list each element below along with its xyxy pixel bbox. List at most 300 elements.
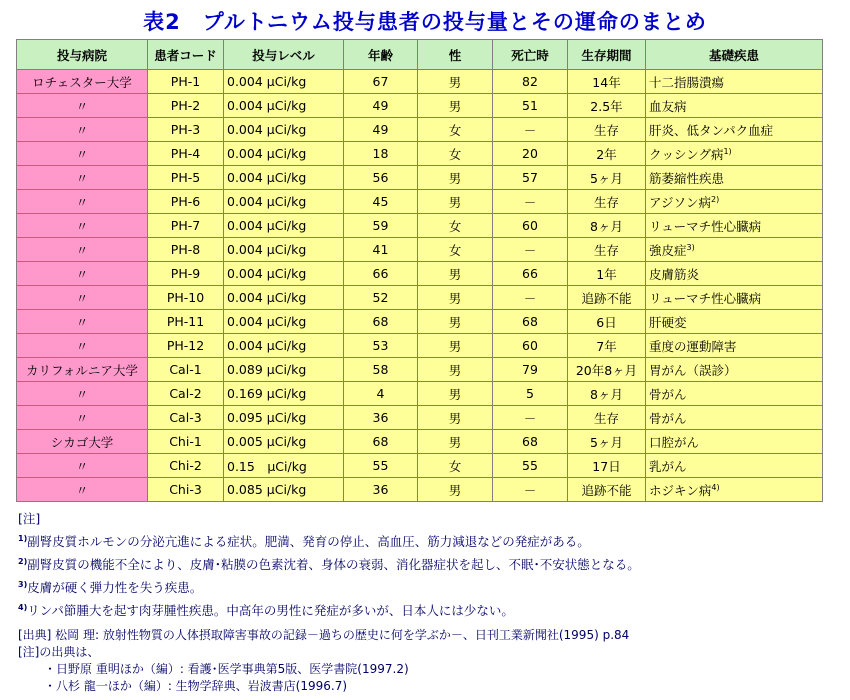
cell-survival	[568, 262, 646, 286]
cell-disease-text: 強皮症	[649, 242, 687, 258]
cell-level-text: 0.169 μCi/kg	[227, 386, 307, 401]
table-row	[17, 382, 823, 406]
cell-code-text: Chi-1	[169, 434, 202, 449]
cell-level	[224, 286, 344, 310]
note-text: 皮膚が硬く弾力性を失う疾患。	[27, 580, 203, 596]
table-row	[17, 118, 823, 142]
source-ref: ・日野原 重明ほか（編）: 看護･医学事典第5版、医学書院(1997.2)	[44, 662, 409, 676]
table-row	[17, 430, 823, 454]
table-row	[17, 310, 823, 334]
cell-level	[224, 190, 344, 214]
cell-death	[493, 166, 568, 190]
cell-disease-text: アジソン病	[649, 194, 712, 210]
cell-survival-text: 8ヶ月	[590, 386, 623, 402]
cell-code	[148, 70, 224, 94]
cell-disease	[646, 118, 823, 142]
cell-sex-text: 男	[448, 98, 462, 114]
cell-survival-text: 8ヶ月	[590, 218, 623, 234]
cell-death	[493, 214, 568, 238]
cell-death	[493, 406, 568, 430]
cell-death-text: 5	[526, 386, 534, 401]
cell-survival-text: 14年	[592, 74, 621, 90]
cell-survival-text: 1年	[596, 266, 617, 282]
cell-level-text: 0.004 μCi/kg	[227, 194, 307, 209]
cell-age-text: 55	[372, 458, 389, 473]
cell-disease-text: 乳がん	[649, 458, 687, 474]
cell-hospital	[17, 406, 148, 430]
cell-hospital	[17, 430, 148, 454]
cell-hospital	[17, 478, 148, 502]
cell-code-text: PH-4	[170, 146, 201, 161]
cell-level-text: 0.085 μCi/kg	[227, 482, 307, 497]
cell-death	[493, 70, 568, 94]
cell-disease	[646, 334, 823, 358]
cell-age-text: 49	[372, 122, 389, 137]
cell-age-text: 56	[372, 170, 389, 185]
cell-age-text: 67	[372, 74, 389, 89]
cell-level-text: 0.004 μCi/kg	[227, 314, 307, 329]
header-death: 死亡時	[493, 40, 568, 70]
cell-level	[224, 70, 344, 94]
cell-disease	[646, 310, 823, 334]
cell-hospital-text: 〃	[75, 242, 89, 258]
table-row	[17, 94, 823, 118]
cell-sex	[418, 262, 493, 286]
cell-death-text: 55	[522, 458, 538, 473]
cell-sex-text: 男	[448, 74, 462, 90]
note-text: 副腎皮質の機能不全により、皮膚･粘膜の色素沈着、身体の衰弱、消化器症状を起し、不眠･不安状態となる。	[27, 557, 640, 573]
cell-disease	[646, 190, 823, 214]
cell-sex	[418, 190, 493, 214]
cell-sex-text: 男	[448, 386, 462, 402]
cell-age	[344, 118, 418, 142]
cell-disease	[646, 238, 823, 262]
cell-survival	[568, 238, 646, 262]
cell-hospital-text: 〃	[75, 482, 89, 498]
cell-code	[148, 406, 224, 430]
cell-survival-text: 20年8ヶ月	[575, 362, 638, 378]
cell-hospital-text: 〃	[75, 410, 89, 426]
cell-level-text: 0.095 μCi/kg	[227, 410, 307, 425]
cell-sex-text: 男	[448, 482, 462, 498]
cell-age-text: 68	[372, 314, 389, 329]
cell-code	[148, 382, 224, 406]
cell-hospital	[17, 334, 148, 358]
cell-survival-text: 生存	[593, 194, 619, 210]
cell-disease	[646, 478, 823, 502]
cell-hospital-text: シカゴ大学	[50, 434, 114, 450]
cell-death-text: 66	[522, 266, 538, 281]
cell-hospital-text: 〃	[75, 338, 89, 354]
cell-survival-text: 17日	[592, 458, 621, 474]
table-row	[17, 286, 823, 310]
cell-hospital	[17, 94, 148, 118]
cell-hospital-text: 〃	[75, 386, 89, 402]
cell-survival-text: 6日	[596, 314, 617, 330]
cell-code-text: Chi-2	[169, 458, 202, 473]
cell-age-text: 52	[372, 290, 389, 305]
cell-survival-text: 追跡不能	[581, 482, 632, 498]
cell-death-text: －	[523, 410, 537, 426]
cell-survival	[568, 142, 646, 166]
cell-code	[148, 214, 224, 238]
cell-death	[493, 334, 568, 358]
table-row	[17, 406, 823, 430]
cell-disease-text: リューマチ性心臓病	[649, 218, 762, 234]
cell-hospital	[17, 70, 148, 94]
cell-survival-text: 5ヶ月	[590, 170, 623, 186]
cell-survival-text: 生存	[593, 410, 619, 426]
cell-hospital-text: 〃	[75, 290, 89, 306]
cell-age	[344, 70, 418, 94]
cell-age	[344, 382, 418, 406]
cell-survival-text: 2.5年	[590, 98, 623, 114]
cell-sex-text: 女	[448, 218, 462, 234]
note-item	[18, 529, 640, 552]
cell-disease-text: 筋萎縮性疾患	[649, 170, 725, 186]
cell-level	[224, 142, 344, 166]
cell-death	[493, 94, 568, 118]
cell-level-text: 0.004 μCi/kg	[227, 218, 307, 233]
header-hospital: 投与病院	[17, 40, 148, 70]
cell-age	[344, 478, 418, 502]
header-disease: 基礎疾患	[646, 40, 823, 70]
cell-hospital	[17, 238, 148, 262]
cell-level-text: 0.15 μCi/kg	[227, 458, 307, 474]
table-row	[17, 334, 823, 358]
cell-death-text: －	[523, 290, 537, 306]
cell-hospital	[17, 214, 148, 238]
cell-death	[493, 310, 568, 334]
cell-code-text: Cal-1	[169, 362, 202, 377]
cell-sex	[418, 358, 493, 382]
cell-age-text: 59	[372, 218, 389, 233]
cell-disease	[646, 454, 823, 478]
cell-death-text: 60	[522, 218, 538, 233]
cell-age	[344, 406, 418, 430]
cell-sex	[418, 382, 493, 406]
cell-disease	[646, 382, 823, 406]
cell-code-text: PH-6	[170, 194, 201, 209]
cell-survival-text: 7年	[596, 338, 617, 354]
cell-age	[344, 142, 418, 166]
cell-sex	[418, 334, 493, 358]
cell-death	[493, 190, 568, 214]
cell-code	[148, 94, 224, 118]
cell-age-text: 45	[372, 194, 389, 209]
cell-code	[148, 334, 224, 358]
cell-disease-text: 骨がん	[649, 386, 687, 402]
cell-death-text: －	[523, 194, 537, 210]
cell-survival	[568, 166, 646, 190]
cell-disease	[646, 430, 823, 454]
cell-level	[224, 454, 344, 478]
cell-hospital	[17, 118, 148, 142]
cell-age	[344, 190, 418, 214]
cell-level	[224, 334, 344, 358]
cell-level-text: 0.004 μCi/kg	[227, 242, 307, 257]
cell-survival-text: 生存	[593, 242, 619, 258]
cell-survival	[568, 334, 646, 358]
cell-hospital-text: 〃	[75, 98, 89, 114]
cell-code-text: Cal-3	[169, 410, 202, 425]
footnote-mark: 1)	[723, 146, 732, 156]
cell-disease	[646, 94, 823, 118]
cell-sex-text: 男	[448, 410, 462, 426]
cell-sex	[418, 478, 493, 502]
page-title: 表2 プルトニウム投与患者の投与量とその運命のまとめ	[143, 10, 707, 34]
table-row	[17, 214, 823, 238]
cell-age	[344, 358, 418, 382]
cell-age	[344, 214, 418, 238]
cell-level	[224, 166, 344, 190]
cell-age	[344, 286, 418, 310]
cell-disease	[646, 70, 823, 94]
cell-code	[148, 286, 224, 310]
patient-table	[16, 39, 823, 502]
cell-hospital-text: ロチェスター大学	[32, 74, 132, 90]
cell-disease-text: 血友病	[649, 98, 687, 114]
note-mark: 2)	[18, 557, 28, 567]
cell-death	[493, 262, 568, 286]
notes-heading: [注]	[18, 511, 41, 526]
cell-survival-text: 5ヶ月	[590, 434, 623, 450]
cell-disease-text: 皮膚筋炎	[649, 266, 700, 282]
cell-survival-text: 追跡不能	[581, 290, 632, 306]
cell-sex	[418, 286, 493, 310]
cell-disease-text: 肝硬変	[649, 314, 687, 330]
cell-hospital-text: 〃	[75, 194, 89, 210]
cell-code	[148, 142, 224, 166]
cell-disease-text: 胃がん（誤診）	[649, 362, 737, 378]
cell-level-text: 0.004 μCi/kg	[227, 170, 307, 185]
header-survival: 生存期間	[568, 40, 646, 70]
cell-code	[148, 262, 224, 286]
cell-death	[493, 142, 568, 166]
cell-disease	[646, 406, 823, 430]
cell-age	[344, 238, 418, 262]
cell-sex	[418, 238, 493, 262]
cell-code	[148, 166, 224, 190]
cell-hospital-text: 〃	[75, 458, 89, 474]
cell-age-text: 49	[372, 98, 389, 113]
cell-survival	[568, 430, 646, 454]
cell-sex-text: 男	[448, 314, 462, 330]
cell-hospital-text: 〃	[75, 146, 89, 162]
cell-age-text: 36	[372, 482, 389, 497]
header-level: 投与レベル	[224, 40, 344, 70]
cell-sex-text: 男	[448, 338, 462, 354]
cell-age-text: 53	[372, 338, 389, 353]
cell-code-text: PH-8	[170, 242, 201, 257]
cell-survival-text: 生存	[593, 122, 619, 138]
cell-level-text: 0.005 μCi/kg	[227, 434, 307, 449]
cell-disease	[646, 214, 823, 238]
cell-death	[493, 382, 568, 406]
note-mark: 3)	[18, 580, 28, 590]
cell-code-text: PH-5	[170, 170, 201, 185]
table-row	[17, 166, 823, 190]
cell-hospital-text: 〃	[75, 122, 89, 138]
cell-code	[148, 238, 224, 262]
cell-code	[148, 430, 224, 454]
cell-age-text: 41	[372, 242, 389, 257]
source-main: [出典] 松岡 理: 放射性物質の人体摂取障害事故の記録－過ちの歴史に何を学ぶか－、日刊工業新聞社(1995) p.84	[18, 628, 630, 642]
cell-sex-text: 女	[448, 242, 462, 258]
cell-survival-text: 2年	[596, 146, 617, 162]
cell-sex	[418, 142, 493, 166]
footnote-mark: 4)	[711, 482, 720, 492]
footnote-mark: 3)	[686, 242, 695, 252]
cell-sex	[418, 214, 493, 238]
cell-level	[224, 262, 344, 286]
cell-sex-text: 女	[448, 146, 462, 162]
cell-hospital	[17, 310, 148, 334]
cell-hospital	[17, 454, 148, 478]
cell-hospital	[17, 166, 148, 190]
cell-disease	[646, 358, 823, 382]
cell-sex	[418, 118, 493, 142]
cell-code-text: PH-9	[170, 266, 201, 281]
cell-age-text: 36	[372, 410, 389, 425]
cell-level	[224, 214, 344, 238]
cell-age-text: 4	[376, 386, 385, 401]
cell-death	[493, 286, 568, 310]
cell-death-text: 60	[522, 338, 538, 353]
cell-level	[224, 406, 344, 430]
cell-death-text: 68	[522, 434, 538, 449]
cell-survival	[568, 190, 646, 214]
cell-code-text: PH-12	[166, 338, 205, 353]
cell-disease	[646, 166, 823, 190]
cell-level	[224, 430, 344, 454]
cell-death	[493, 238, 568, 262]
cell-code-text: PH-11	[166, 314, 205, 329]
table-row	[17, 454, 823, 478]
cell-age-text: 58	[372, 362, 389, 377]
cell-level-text: 0.004 μCi/kg	[227, 122, 307, 137]
cell-code-text: PH-3	[170, 122, 201, 137]
cell-survival	[568, 382, 646, 406]
cell-sex	[418, 430, 493, 454]
cell-age	[344, 334, 418, 358]
table-row	[17, 190, 823, 214]
notes-section	[18, 509, 640, 622]
cell-sex-text: 男	[448, 170, 462, 186]
cell-death	[493, 430, 568, 454]
sources-section	[18, 627, 629, 695]
cell-code	[148, 454, 224, 478]
table-row	[17, 358, 823, 382]
cell-sex	[418, 406, 493, 430]
note-item	[18, 598, 640, 621]
cell-death	[493, 118, 568, 142]
cell-age	[344, 454, 418, 478]
header-code: 患者コード	[148, 40, 224, 70]
cell-sex-text: 男	[448, 194, 462, 210]
cell-level	[224, 358, 344, 382]
cell-code-text: PH-10	[166, 290, 205, 305]
cell-hospital	[17, 190, 148, 214]
cell-age-text: 18	[372, 146, 389, 161]
cell-code-text: Chi-3	[169, 482, 202, 497]
cell-sex	[418, 454, 493, 478]
cell-disease	[646, 262, 823, 286]
cell-hospital-text: 〃	[75, 314, 89, 330]
cell-sex-text: 男	[448, 266, 462, 282]
table-row	[17, 478, 823, 502]
cell-code	[148, 310, 224, 334]
footnote-mark: 2)	[711, 194, 720, 204]
cell-disease-text: 口腔がん	[649, 434, 700, 450]
cell-death-text: －	[523, 482, 537, 498]
cell-level-text: 0.004 μCi/kg	[227, 74, 307, 89]
cell-code-text: PH-7	[170, 218, 201, 233]
cell-sex	[418, 94, 493, 118]
cell-level	[224, 478, 344, 502]
cell-death-text: 79	[522, 362, 538, 377]
cell-survival	[568, 478, 646, 502]
table-row	[17, 142, 823, 166]
cell-death-text: －	[523, 242, 537, 258]
cell-sex-text: 女	[448, 458, 462, 474]
cell-level-text: 0.004 μCi/kg	[227, 338, 307, 353]
cell-hospital	[17, 142, 148, 166]
cell-level-text: 0.004 μCi/kg	[227, 98, 307, 113]
cell-disease-text: クッシング病	[649, 146, 724, 162]
cell-level-text: 0.004 μCi/kg	[227, 146, 307, 161]
cell-death-text: 20	[522, 146, 538, 161]
cell-level	[224, 382, 344, 406]
cell-level-text: 0.089 μCi/kg	[227, 362, 307, 377]
note-item	[18, 552, 640, 575]
cell-survival	[568, 454, 646, 478]
cell-sex	[418, 70, 493, 94]
note-mark: 1)	[18, 534, 28, 543]
cell-disease	[646, 142, 823, 166]
note-mark: 4)	[18, 603, 28, 613]
note-text: リンパ節腫大を起す肉芽腫性疾患。中高年の男性に発症が多いが、日本人には少ない。	[27, 603, 514, 619]
cell-death-text: 51	[522, 98, 538, 113]
cell-disease	[646, 286, 823, 310]
cell-hospital	[17, 382, 148, 406]
cell-hospital	[17, 262, 148, 286]
cell-level	[224, 238, 344, 262]
cell-disease-text: 重度の運動障害	[649, 338, 737, 354]
cell-age	[344, 430, 418, 454]
cell-survival	[568, 118, 646, 142]
cell-survival	[568, 70, 646, 94]
cell-disease-text: ホジキン病	[649, 482, 712, 498]
cell-death-text: 57	[522, 170, 538, 185]
table-row	[17, 238, 823, 262]
cell-age-text: 66	[372, 266, 389, 281]
cell-death-text: 68	[522, 314, 538, 329]
cell-level	[224, 94, 344, 118]
cell-code-text: PH-2	[170, 98, 201, 113]
cell-hospital-text: 〃	[75, 170, 89, 186]
cell-code-text: PH-1	[170, 74, 201, 89]
cell-disease-text: リューマチ性心臓病	[649, 290, 762, 306]
cell-age	[344, 166, 418, 190]
cell-death	[493, 454, 568, 478]
source-notes-heading: [注]の出典は、	[18, 645, 100, 659]
cell-level-text: 0.004 μCi/kg	[227, 266, 307, 281]
cell-code	[148, 478, 224, 502]
cell-sex	[418, 310, 493, 334]
cell-disease-text: 肝炎、低タンパク血症	[649, 122, 774, 138]
cell-age	[344, 94, 418, 118]
